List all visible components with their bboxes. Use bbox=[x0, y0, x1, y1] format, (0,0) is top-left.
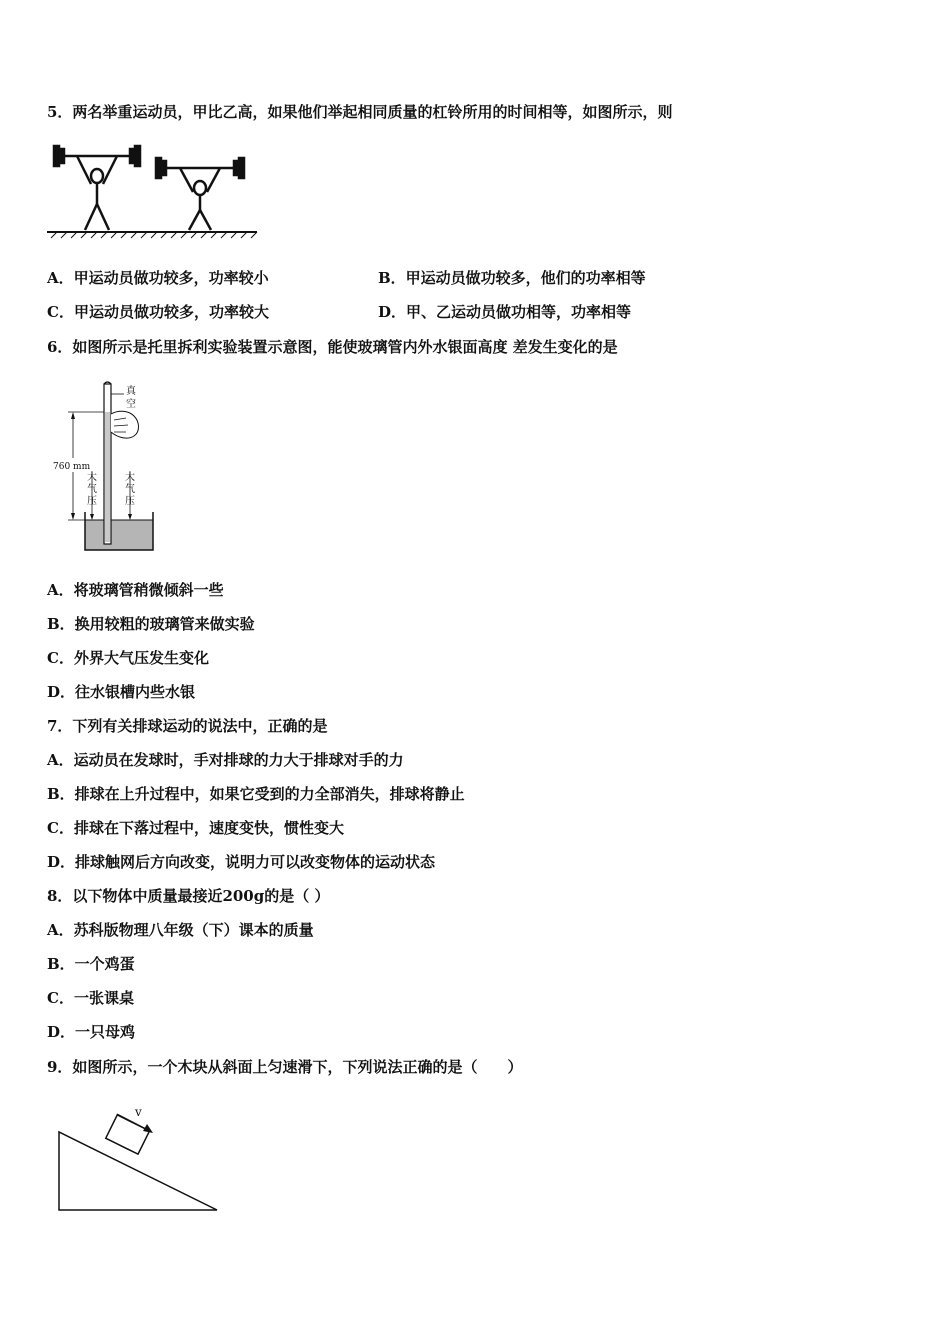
atm-right-char-1: 大 bbox=[125, 472, 135, 483]
atm-left-label bbox=[87, 470, 97, 507]
vacuum-char-2: 空 bbox=[126, 399, 136, 410]
q8-option-b: B．一个鸡蛋 bbox=[47, 955, 135, 973]
vacuum-label bbox=[126, 384, 137, 410]
q6-stem: 6．如图所示是托里拆利实验装置示意图，能使玻璃管内外水银面高度 差发生变化的是 bbox=[47, 338, 618, 356]
q5-option-b: B．甲运动员做功较多，他们的功率相等 bbox=[378, 269, 646, 287]
atm-right-char-3: 压 bbox=[125, 496, 135, 507]
q7-option-d: D．排球触网后方向改变，说明力可以改变物体的运动状态 bbox=[47, 853, 436, 871]
q6-option-d: D．往水银槽内些水银 bbox=[47, 683, 196, 701]
q8-stem: 8．以下物体中质量最接近200g的是（ ） bbox=[47, 887, 330, 905]
atm-right-label bbox=[125, 470, 135, 507]
q5-option-d: D．甲、乙运动员做功相等，功率相等 bbox=[378, 303, 632, 321]
q7-option-b: B．排球在上升过程中，如果它受到的力全部消失，排球将静止 bbox=[47, 785, 465, 803]
atm-left-char-2: 气 bbox=[87, 484, 97, 495]
q9-stem: 9．如图所示，一个木块从斜面上匀速滑下，下列说法正确的是（ ） bbox=[47, 1058, 523, 1076]
velocity-label: v bbox=[135, 1105, 142, 1119]
q5-option-a: A．甲运动员做功较多，功率较小 bbox=[47, 269, 269, 287]
q5-stem: 5．两名举重运动员，甲比乙高，如果他们举起相同质量的杠铃所用的时间相等，如图所示，则 bbox=[47, 103, 673, 121]
q8-option-a: A．苏科版物理八年级（下）课本的质量 bbox=[47, 921, 314, 939]
q7-option-c: C．排球在下落过程中，速度变快，惯性变大 bbox=[47, 819, 344, 837]
q6-torricelli-figure bbox=[48, 380, 163, 555]
atm-left-char-1: 大 bbox=[87, 472, 97, 483]
vacuum-char-1: 真 bbox=[126, 386, 136, 397]
q5-weightlifters-figure bbox=[45, 140, 260, 240]
q9-incline-figure bbox=[55, 1100, 225, 1215]
q8-option-d: D．一只母鸡 bbox=[47, 1023, 136, 1041]
q6-option-b: B．换用较粗的玻璃管来做实验 bbox=[47, 615, 255, 633]
q7-option-a: A．运动员在发球时，手对排球的力大于排球对手的力 bbox=[47, 751, 404, 769]
q5-option-c: C．甲运动员做功较多，功率较大 bbox=[47, 303, 269, 321]
q6-option-a: A．将玻璃管稍微倾斜一些 bbox=[47, 581, 224, 599]
q8-option-c: C．一张课桌 bbox=[47, 989, 134, 1007]
q7-stem: 7．下列有关排球运动的说法中，正确的是 bbox=[47, 717, 328, 735]
atm-left-char-3: 压 bbox=[87, 496, 97, 507]
q6-option-c: C．外界大气压发生变化 bbox=[47, 649, 209, 667]
atm-right-char-2: 气 bbox=[125, 484, 135, 495]
height-label: 760 mm bbox=[53, 462, 91, 472]
